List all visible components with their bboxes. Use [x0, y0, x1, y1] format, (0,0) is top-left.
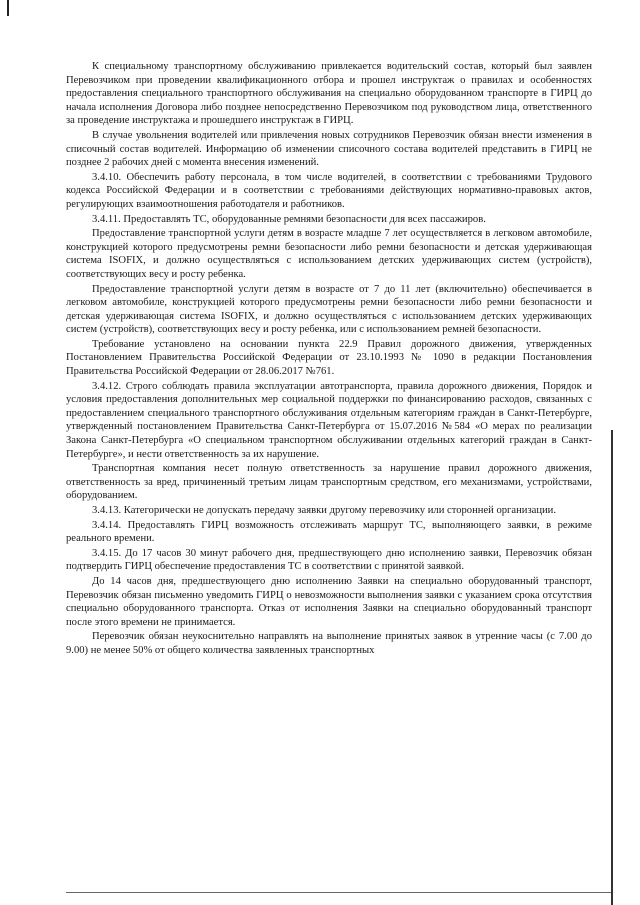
document-page [66, 60, 592, 658]
paragraph-traffic-rules-basis: Требование установлено на основании пункта 22.9 Правил дорожного движения, утвержденных Постановлением Правительства Российской Федерации от 23.10.1993 № 1090 в редакции Постановления Правительства Российской Федерации от 28.06.2017 №761. [66, 338, 592, 378]
paragraph-refusal-notice: До 14 часов дня, предшествующего дню исполнению Заявки на специально оборудованный транспорт, Перевозчик обязан письменно уведомить ГИРЦ о невозможности выполнения заявки с указанием срока отсутствия специально оборудованного транспорта. Отказ от исполнения Заявки на специально оборудованный транспорт после этого времени не принимается. [66, 575, 592, 628]
paragraph-liability: Транспортная компания несет полную ответственность за нарушение правил дорожного движения, ответственность за вред, причиненный третьим лицам транспортным средством, его механизмами, устройствами, оборудованием. [66, 463, 592, 502]
paragraph-children-7-to-11: Предоставление транспортной услуги детям в возрасте от 7 до 11 лет (включительно) обеспечивается в легковом автомобиле, конструкцией которого предусмотрены ремни безопасности либо ремни безопасности и детская удерживающая система ISOFIX, и должно осуществляться с использованием детских удерживающих систем (устройств), соответствующих весу и росту ребенка, или с использованием ремней безопасности. [66, 283, 592, 336]
paragraph-driver-changes: В случае увольнения водителей или привлечения новых сотрудников Перевозчик обязан внести изменения в списочный состав водителей. Информацию об изменении списочного состава водителей представить в ГИРЦ не позднее 2 рабочих дней с момента внесения изменений. [66, 129, 592, 169]
paragraph-3-4-12: 3.4.12. Строго соблюдать правила эксплуатации автотранспорта, правила дорожного движения, Порядок и условия предоставления дополнительных мер социальной поддержки по финансированию расходов, связанных с предоставлением специального транспортного обслуживания отдельным категориям граждан в Санкт-Петербурге, утвержденный постановлением Правительства Санкт-Петербурга от 15.07.2016 №584 «О мерах по реализации Закона Санкт-Петербурга «О специальном транспортном обслуживании отдельных категорий граждан в Санкт-Петербурге», и нести ответственность за их нарушение. [66, 380, 592, 460]
paragraph-driver-staff: К специальному транспортному обслуживанию привлекается водительский состав, который был заявлен Перевозчиком при проведении квалификационного отбора и прошел инструктаж о правилах и особенностях предоставления специального транспортного обслуживания на специально оборудованном транспорте в ГИРЦ до начала исполнения Договора либо позднее непосредственно Перевозчиком под руководством лица, ответственного за проведение инструктажа и прошедшего инструктаж в ГИРЦ. [66, 61, 592, 127]
paragraph-3-4-10: 3.4.10. Обеспечить работу персонала, в том числе водителей, в соответствии с требованиями Трудового кодекса Российской Федерации и в соответствии с требованиями действующих нормативно-правовых актов, регулирующих взаимоотношения работодателя и работников. [66, 171, 592, 210]
scan-corner-mark [7, 0, 9, 16]
paragraph-3-4-13: 3.4.13. Категорически не допускать передачу заявки другому перевозчику или сторонней организации. [92, 505, 556, 516]
paragraph-3-4-15: 3.4.15. До 17 часов 30 минут рабочего дня, предшествующего дню исполнению заявки, Перевозчик обязан подтвердить ГИРЦ обеспечение предоставления ТС в соответствии с принятой заявкой. [66, 547, 592, 573]
paragraph-3-4-14: 3.4.14. Предоставлять ГИРЦ возможность отслеживать маршрут ТС, выполняющего заявки, в режиме реального времени. [66, 519, 592, 545]
scan-bottom-line [66, 892, 611, 893]
paragraph-3-4-11: 3.4.11. Предоставлять ТС, оборудованные ремнями безопасности для всех пассажиров. [92, 213, 486, 225]
scan-edge-line [611, 430, 613, 905]
paragraph-morning-orders: Перевозчик обязан неукоснительно направлять на выполнение принятых заявок в утренние часы (с 7.00 до 9.00) не менее 50% от общего количества заявленных транспортных [66, 631, 592, 656]
paragraph-children-under-7: Предоставление транспортной услуги детям в возрасте младше 7 лет осуществляется в легковом автомобиле, конструкцией которого предусмотрены ремни безопасности либо ремни безопасности и детская удерживающая система ISOFIX, и должно осуществляться с использованием детских удерживающих систем (устройств), соответствующих весу и росту ребенка. [66, 228, 592, 280]
